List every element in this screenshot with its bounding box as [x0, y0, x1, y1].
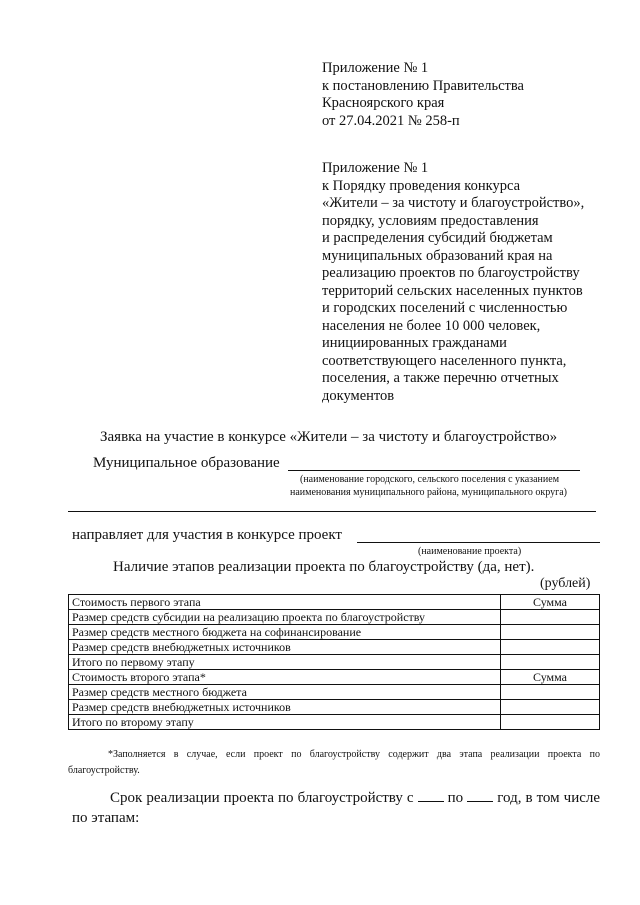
- appendix-line: Приложение № 1: [322, 160, 429, 176]
- row-value-input[interactable]: [501, 715, 600, 730]
- appendix-line: «Жители – за чистоту и благоустройство»,: [322, 195, 585, 211]
- row-label: Итого по второму этапу: [69, 715, 501, 730]
- row-label: Размер средств местного бюджета на софинансирование: [69, 625, 501, 640]
- table-row: [69, 625, 600, 640]
- project-name-field[interactable]: [357, 542, 600, 543]
- start-year-field[interactable]: [418, 789, 444, 802]
- row-label: Размер средств субсидии на реализацию проекта по благоустройству: [69, 610, 501, 625]
- table-row: [69, 655, 600, 670]
- municipality-label: Муниципальное образование: [93, 455, 280, 471]
- appendix-line: документов: [322, 387, 395, 404]
- row-label: Итого по первому этапу: [69, 655, 501, 670]
- row-value-input[interactable]: [501, 685, 600, 700]
- municipality-hint: (наименование городского, сельского поселения с указанием: [300, 474, 560, 485]
- appendix-line: Приложение № 1: [322, 60, 429, 76]
- appendix-line: от 27.04.2021 № 258-п: [322, 112, 460, 129]
- appendix-line: и городских поселений с численностью: [322, 300, 568, 316]
- stages-question: Наличие этапов реализации проекта по благоустройству (да, нет).: [113, 559, 535, 575]
- appendix-line: соответствующего населенного пункта,: [322, 352, 567, 369]
- appendix-line: территорий сельских населенных пунктов: [322, 282, 583, 299]
- appendix-line: порядку, условиям предоставления: [322, 212, 539, 229]
- period-text: Срок реализации проекта по благоустройству с: [110, 790, 414, 806]
- table-row: [69, 700, 600, 715]
- row-value: Сумма: [501, 595, 600, 610]
- end-year-field[interactable]: [467, 789, 493, 802]
- appendix-line: к Порядку проведения конкурса: [322, 177, 521, 194]
- period-text: по: [447, 790, 464, 806]
- municipality-hint: наименования муниципального района, муниципального округа): [290, 487, 568, 498]
- row-value-input[interactable]: [501, 640, 600, 655]
- row-value-input[interactable]: [501, 700, 600, 715]
- row-value-input[interactable]: [501, 610, 600, 625]
- footnote: *Заполняется в случае, если проект по благоустройству содержит два этапа реализации проекта по благоустройству.: [68, 749, 600, 776]
- appendix-header: [322, 60, 622, 405]
- period-text: год, в том числе по этапам:: [72, 790, 601, 826]
- appendix-line: поселения, а также перечню отчетных: [322, 370, 559, 386]
- cost-table: [68, 594, 600, 730]
- appendix-line: реализацию проектов по благоустройству: [322, 265, 580, 281]
- project-hint: (наименование проекта): [418, 546, 522, 557]
- units-label: (рублей): [540, 576, 591, 591]
- table-row: [69, 595, 600, 610]
- row-label: Стоимость второго этапа*: [69, 670, 501, 685]
- appendix-line: к постановлению Правительства: [322, 77, 524, 94]
- row-value-input[interactable]: [501, 655, 600, 670]
- table-row: [69, 715, 600, 730]
- table-row: [69, 610, 600, 625]
- row-value-input[interactable]: [501, 625, 600, 640]
- row-label: Размер средств местного бюджета: [69, 685, 501, 700]
- implementation-period: [72, 788, 600, 828]
- row-label: Размер средств внебюджетных источников: [69, 700, 501, 715]
- appendix-line: Красноярского края: [322, 95, 445, 111]
- table-row: [69, 640, 600, 655]
- municipality-field[interactable]: [288, 470, 580, 471]
- appendix-line: населения не более 10 000 человек,: [322, 317, 541, 334]
- table-row: [69, 685, 600, 700]
- table-row: [69, 670, 600, 685]
- appendix-line: и распределения субсидий бюджетам: [322, 230, 553, 246]
- municipality-field-continuation[interactable]: [68, 511, 596, 512]
- appendix-line: инициированных гражданами: [322, 335, 507, 351]
- appendix-line: муниципальных образований края на: [322, 247, 553, 264]
- form-title: Заявка на участие в конкурсе «Жители – за чистоту и благоустройство»: [100, 429, 558, 445]
- row-value: Сумма: [501, 670, 600, 685]
- sends-label: направляет для участия в конкурсе проект: [72, 527, 342, 543]
- row-label: Размер средств внебюджетных источников: [69, 640, 501, 655]
- row-label: Стоимость первого этапа: [69, 595, 501, 610]
